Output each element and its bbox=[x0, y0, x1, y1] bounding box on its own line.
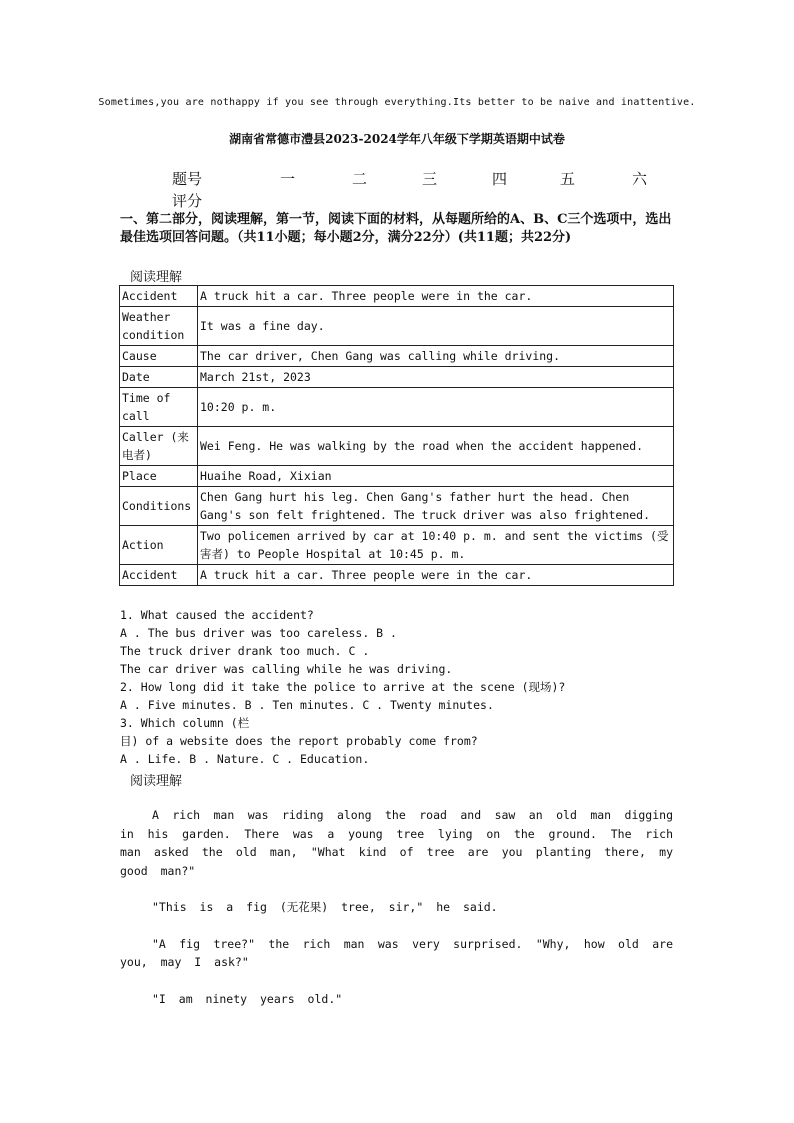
table-cell-value: 10:20 p. m. bbox=[198, 388, 674, 427]
score-col-1: 一 bbox=[280, 170, 296, 188]
table-cell-value: March 21st, 2023 bbox=[198, 367, 674, 388]
table-row bbox=[120, 526, 674, 565]
table-cell-key: Date bbox=[120, 367, 198, 388]
passage-paragraph-3: "A fig tree?" the rich man was very surprised. "Why, how old are you, may I ask?" bbox=[120, 936, 673, 969]
score-col-3: 三 bbox=[422, 170, 438, 188]
table-cell-value: It was a fine day. bbox=[198, 307, 674, 346]
header-motto: Sometimes,you are nothappy if you see through everything.Its better to be naive and inattentive. bbox=[98, 97, 696, 108]
table-row bbox=[120, 346, 674, 367]
passage-paragraph-4: "I am ninety years old." bbox=[152, 991, 343, 1006]
score-col-5: 五 bbox=[560, 170, 576, 188]
question-3-options: A . Life. B . Nature. C . Education. bbox=[120, 752, 370, 766]
table-cell-key: Cause bbox=[120, 346, 198, 367]
table-cell-value: A truck hit a car. Three people were in the car. bbox=[198, 565, 674, 586]
score-table bbox=[172, 168, 652, 188]
score-col-4: 四 bbox=[492, 170, 508, 188]
table-row bbox=[120, 487, 674, 526]
table-row bbox=[120, 466, 674, 487]
table-cell-value: The car driver, Chen Gang was calling while driving. bbox=[198, 346, 674, 367]
reading-subheading-2: 阅读理解 bbox=[130, 774, 183, 789]
table-cell-value: Wei Feng. He was walking by the road when the accident happened. bbox=[198, 427, 674, 466]
passage bbox=[120, 806, 673, 1008]
table-row bbox=[120, 367, 674, 388]
table-cell-value: Chen Gang hurt his leg. Chen Gang's father hurt the head. Chen Gang's son felt frightened. The truck driver was also frightened. bbox=[198, 487, 674, 526]
passage-paragraph-1: A rich man was riding along the road and saw an old man digging in his garden. There was a young tree lying on the ground. The rich man asked the old man, "What kind of tree are you planting there, my good man?" bbox=[120, 808, 673, 878]
table-cell-key: Accident bbox=[120, 565, 198, 586]
table-cell-key: Accident bbox=[120, 286, 198, 307]
score-col-2: 二 bbox=[352, 170, 368, 188]
table-cell-value: Huaihe Road, Xixian bbox=[198, 466, 674, 487]
question-2-options: A . Five minutes. B . Ten minutes. C . Twenty minutes. bbox=[120, 698, 494, 712]
question-1: 1. What caused the accident? bbox=[120, 608, 314, 622]
score-label-score: 评分 bbox=[172, 192, 203, 210]
reading-subheading-1: 阅读理解 bbox=[130, 270, 183, 285]
questions-block bbox=[120, 606, 675, 768]
table-cell-key: Time of call bbox=[120, 388, 198, 427]
score-label-number: 题号 bbox=[172, 170, 203, 188]
table-cell-key: Conditions bbox=[120, 487, 198, 526]
table-cell-value: A truck hit a car. Three people were in the car. bbox=[198, 286, 674, 307]
section-heading: 一、第二部分，阅读理解，第一节，阅读下面的材料，从每题所给的A、B、C三个选项中，选出最佳选项回答问题。（共11小题；每小题2分，满分22分）(共11题；共22分) bbox=[120, 212, 672, 245]
table-cell-key: Action bbox=[120, 526, 198, 565]
table-cell-key: Weather condition bbox=[120, 307, 198, 346]
table-cell-key: Caller (来电者) bbox=[120, 427, 198, 466]
table-row bbox=[120, 565, 674, 586]
exam-title: 湖南省常德市澧县2023-2024学年八年级下学期英语期中试卷 bbox=[229, 132, 565, 146]
table-row bbox=[120, 307, 674, 346]
table-row bbox=[120, 286, 674, 307]
table-cell-key: Place bbox=[120, 466, 198, 487]
question-2: 2. How long did it take the police to arrive at the scene (现场)? bbox=[120, 680, 566, 694]
question-1-option-c: The car driver was calling while he was driving. bbox=[120, 662, 453, 676]
table-row bbox=[120, 427, 674, 466]
passage-paragraph-2: "This is a fig (无花果) tree, sir," he said. bbox=[152, 900, 498, 914]
accident-info-table bbox=[119, 285, 674, 586]
table-row bbox=[120, 388, 674, 427]
question-3-part-1: 3. Which column (栏 bbox=[120, 716, 250, 730]
question-1-option-a: A . The bus driver was too careless. B . bbox=[120, 626, 397, 640]
score-col-6: 六 bbox=[632, 170, 648, 188]
question-3-part-2: 目) of a website does the report probably come from? bbox=[120, 734, 478, 748]
question-1-option-b: The truck driver drank too much. C . bbox=[120, 644, 370, 658]
table-cell-value: Two policemen arrived by car at 10:40 p. m. and sent the victims (受害者) to People Hospital at 10:45 p. m. bbox=[198, 526, 674, 565]
